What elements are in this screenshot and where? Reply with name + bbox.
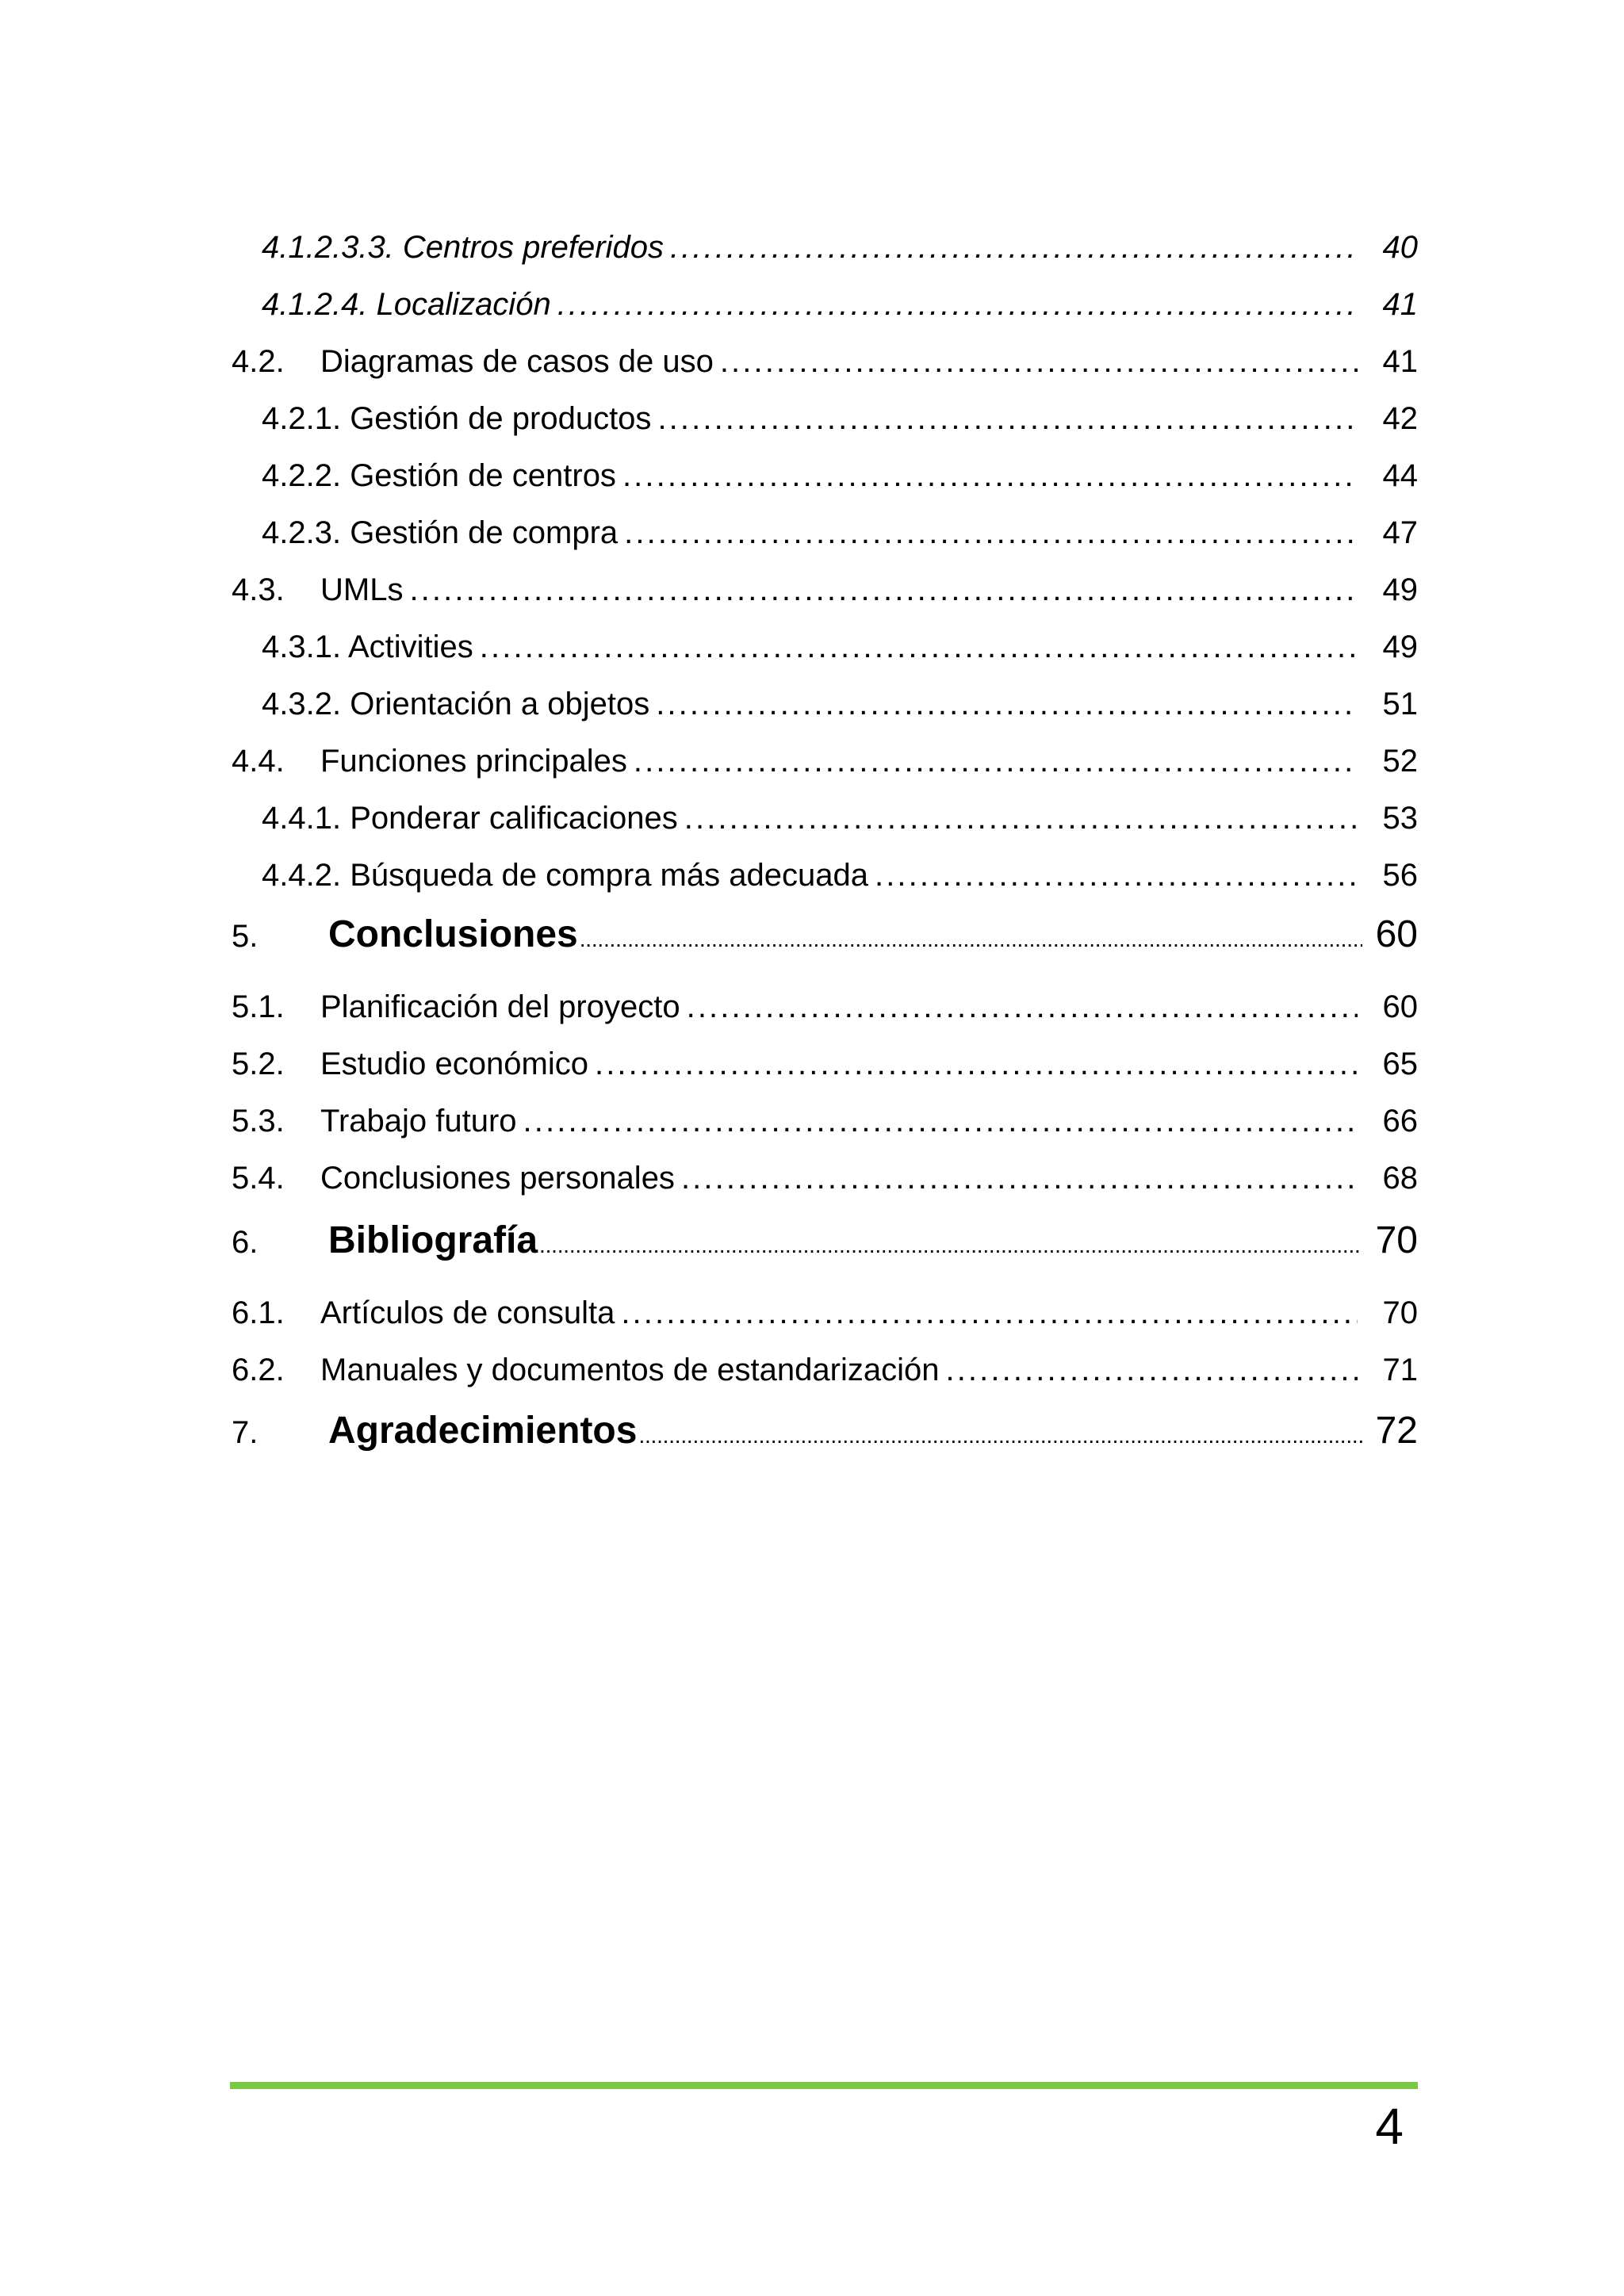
toc-entry-page: 42 xyxy=(1382,401,1418,436)
toc-dot-leader xyxy=(634,742,1358,780)
toc-entry-number: 4.3. xyxy=(232,572,285,607)
toc-entry[interactable] xyxy=(262,799,1418,837)
toc-dot-leader xyxy=(670,228,1358,266)
toc-entry-page: 60 xyxy=(1382,989,1418,1024)
toc-entry-page: 71 xyxy=(1382,1353,1418,1387)
toc-entry-title: 4.1.2.3.3. Centros preferidos xyxy=(262,230,664,265)
toc-entry-title: 4.2.2. Gestión de centros xyxy=(262,458,616,493)
toc-entry-page: 70 xyxy=(1375,1219,1418,1261)
toc-entry-title: 4.4.2. Búsqueda de compra más adecuada xyxy=(262,858,868,893)
toc-entry-title: 4.2.1. Gestión de productos xyxy=(262,401,652,436)
toc-entry-title: Conclusiones xyxy=(328,913,578,955)
toc-entry[interactable] xyxy=(262,400,1418,438)
toc-entry-page: 49 xyxy=(1382,629,1418,664)
toc-entry[interactable] xyxy=(262,285,1418,323)
footer-rule xyxy=(230,2082,1418,2089)
toc-entry[interactable] xyxy=(262,628,1418,666)
toc-dot-leader xyxy=(409,571,1358,609)
toc-dot-leader xyxy=(621,1294,1358,1332)
toc-entry[interactable] xyxy=(232,342,1418,381)
toc-entry-number: 6.2. xyxy=(232,1353,285,1387)
page-number: 4 xyxy=(1375,2098,1404,2155)
toc-entry[interactable] xyxy=(232,1045,1418,1083)
toc-entry-title: Manuales y documentos de estandarización xyxy=(320,1353,940,1387)
toc-entry-title: 4.2.3. Gestión de compra xyxy=(262,515,619,550)
toc-dot-leader xyxy=(580,916,1362,962)
toc-entry-number: 4.4. xyxy=(232,744,285,779)
toc-entry-title: 4.3.2. Orientación a objetos xyxy=(262,687,650,721)
toc-entry[interactable] xyxy=(232,1218,1418,1269)
toc-entry-page: 72 xyxy=(1375,1410,1418,1452)
toc-entry-number: 5.4. xyxy=(232,1161,285,1196)
toc-dot-leader xyxy=(480,628,1358,666)
toc-dot-leader xyxy=(557,285,1358,323)
toc-entry-title: Bibliografía xyxy=(328,1219,538,1261)
toc-entry[interactable] xyxy=(262,457,1418,495)
toc-entry[interactable] xyxy=(232,1294,1418,1332)
toc-entry-page: 47 xyxy=(1382,515,1418,550)
toc-dot-leader xyxy=(720,342,1358,381)
toc-entry[interactable] xyxy=(262,685,1418,723)
toc-dot-leader xyxy=(657,400,1358,438)
toc-entry-title: 4.3.1. Activities xyxy=(262,629,473,664)
toc-entry[interactable] xyxy=(262,228,1418,266)
toc-entry-title: 4.1.2.4. Localización xyxy=(262,287,551,322)
toc-dot-leader xyxy=(945,1351,1358,1389)
toc-entry[interactable] xyxy=(232,742,1418,780)
toc-entry-title: Agradecimientos xyxy=(328,1410,638,1452)
toc-dot-leader xyxy=(656,685,1358,723)
toc-entry-page: 56 xyxy=(1382,858,1418,893)
toc-entry-page: 41 xyxy=(1382,287,1418,322)
toc-dot-leader xyxy=(687,988,1358,1026)
toc-entry[interactable] xyxy=(232,1351,1418,1389)
toc-entry-number: 6.1. xyxy=(232,1295,285,1330)
toc-entry-number: 4.2. xyxy=(232,344,285,379)
toc-entry-title: Conclusiones personales xyxy=(320,1161,675,1196)
toc-dot-leader xyxy=(638,1413,1362,1459)
toc-entry-page: 60 xyxy=(1375,913,1418,955)
toc-entry[interactable] xyxy=(262,856,1418,894)
toc-entry[interactable] xyxy=(232,912,1418,962)
toc-entry-title: Estudio económico xyxy=(320,1047,588,1081)
toc-entry-number: 5.1. xyxy=(232,989,285,1024)
toc-entry-page: 68 xyxy=(1382,1161,1418,1196)
toc-entry-page: 49 xyxy=(1382,572,1418,607)
toc-dot-leader xyxy=(523,1102,1358,1140)
toc-entry-title: Trabajo futuro xyxy=(320,1104,517,1138)
toc-entry-page: 53 xyxy=(1382,801,1418,836)
toc-entry-page: 41 xyxy=(1382,344,1418,379)
toc-dot-leader xyxy=(624,514,1358,552)
toc-entry-number: 7. xyxy=(232,1415,259,1450)
toc-entry-title: Planificación del proyecto xyxy=(320,989,680,1024)
toc-entry[interactable] xyxy=(262,514,1418,552)
toc-entry-page: 40 xyxy=(1382,230,1418,265)
toc-dot-leader xyxy=(681,1159,1358,1197)
toc-entry[interactable] xyxy=(232,1159,1418,1197)
toc-entry[interactable] xyxy=(232,988,1418,1026)
toc-entry-page: 65 xyxy=(1382,1047,1418,1081)
toc-dot-leader xyxy=(622,457,1358,495)
toc-entry-title: Diagramas de casos de uso xyxy=(320,344,714,379)
toc-entry-number: 6. xyxy=(232,1225,259,1260)
toc-entry-page: 44 xyxy=(1382,458,1418,493)
toc-entry-number: 5.3. xyxy=(232,1104,285,1138)
toc-entry-number: 5. xyxy=(232,919,259,954)
toc-entry-title: UMLs xyxy=(320,572,404,607)
toc-entry-page: 52 xyxy=(1382,744,1418,779)
toc-entry[interactable] xyxy=(232,1102,1418,1140)
toc-entry-title: Funciones principales xyxy=(320,744,627,779)
toc-dot-leader xyxy=(684,799,1358,837)
toc-dot-leader xyxy=(595,1045,1358,1083)
toc-entry-number: 5.2. xyxy=(232,1047,285,1081)
toc-entry-page: 66 xyxy=(1382,1104,1418,1138)
toc-entry[interactable] xyxy=(232,1408,1418,1459)
toc-entry-page: 70 xyxy=(1382,1295,1418,1330)
toc-dot-leader xyxy=(539,1223,1362,1269)
toc-entry-title: 4.4.1. Ponderar calificaciones xyxy=(262,801,678,836)
toc-entry-page: 51 xyxy=(1382,687,1418,721)
toc-dot-leader xyxy=(875,856,1358,894)
toc-entry[interactable] xyxy=(232,571,1418,609)
toc-entry-title: Artículos de consulta xyxy=(320,1295,615,1330)
